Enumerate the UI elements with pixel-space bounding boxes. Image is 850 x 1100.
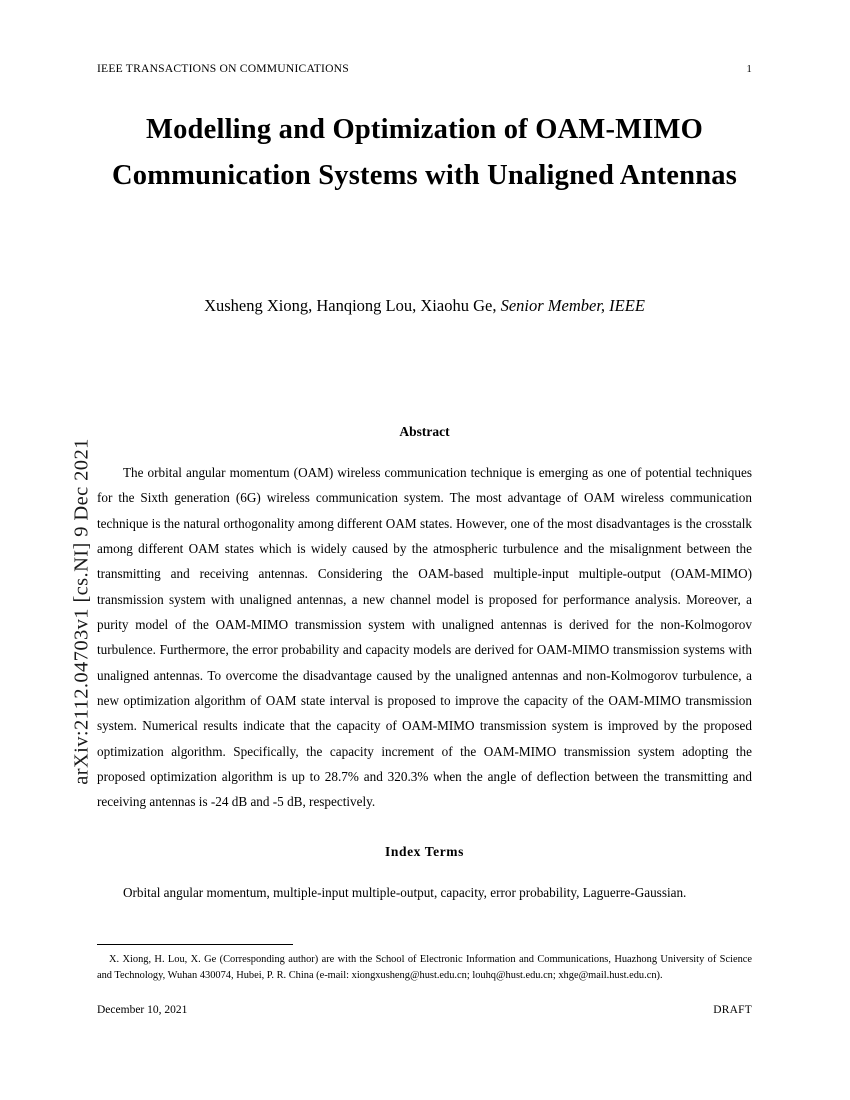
footer-date: December 10, 2021	[97, 1004, 188, 1016]
page-number: 1	[746, 64, 752, 75]
index-terms-heading: Index Terms	[385, 844, 464, 859]
arxiv-identifier-stamp: arXiv:2112.04703v1 [cs.NI] 9 Dec 2021	[70, 438, 93, 785]
abstract-text: The orbital angular momentum (OAM) wireless communication technique is emerging as one of potential techniques for the Sixth generation (6G) wireless communication system. The most advantage of OAM wireless communication technique is the natural orthogonality among different OAM states. However, one of the most disadvantages is the crosstalk among different OAM states which is widely caused by the atmospheric turbulence and the misalignment between the transmitting and receiving antennas. Considering the OAM-based multiple-input multiple-output (OAM-MIMO) transmission system with unaligned antennas, a new channel model is proposed for performance analysis. Moreover, a purity model of the OAM-MIMO transmission system with unaligned antennas is derived for the non-Kolmogorov turbulence. Furthermore, the error probability and capacity models are derived for OAM-MIMO transmission systems with unaligned antennas. To overcome the disadvantage caused by the unaligned antennas and non-Kolmogorov turbulence, a new optimization algorithm of OAM state interval is proposed to improve the capacity of the OAM-MIMO transmission system. Numerical results indicate that the capacity of OAM-MIMO transmission system is improved by the proposed optimization algorithm. Specifically, the capacity increment of the OAM-MIMO transmission system adopting the proposed optimization algorithm is up to 28.7% and 320.3% when the angle of deflection between the transmitting and receiving antennas is -24 dB and -5 dB, respectively.	[97, 465, 752, 810]
abstract-heading: Abstract	[399, 424, 450, 439]
author-membership: Senior Member, IEEE	[500, 296, 645, 315]
paper-page	[97, 0, 752, 1100]
footer-status: DRAFT	[713, 1004, 752, 1016]
author-names: Xusheng Xiong, Hanqiong Lou, Xiaohu Ge,	[204, 296, 501, 315]
running-head	[97, 62, 752, 75]
journal-name: IEEE TRANSACTIONS ON COMMUNICATIONS	[97, 62, 349, 75]
footnote-rule	[97, 944, 293, 945]
index-terms-text: Orbital angular momentum, multiple-input multiple-output, capacity, error probability, Laguerre-Gaussian.	[123, 885, 687, 900]
footnote-text: X. Xiong, H. Lou, X. Ge (Corresponding author) are with the School of Electronic Information and Communications, Huazhong University of Science and Technology, Wuhan 430074, Hubei, P. R. China (e-mail: xiongxusheng@hust.edu.cn; louhq@hust.edu.cn; xhge@mail.hust.edu.cn).	[97, 954, 752, 981]
page-title: Modelling and Optimization of OAM-MIMO Communication Systems with Unaligned Antennas	[111, 114, 737, 192]
page-footer	[97, 1004, 752, 1016]
author-list	[97, 296, 752, 316]
